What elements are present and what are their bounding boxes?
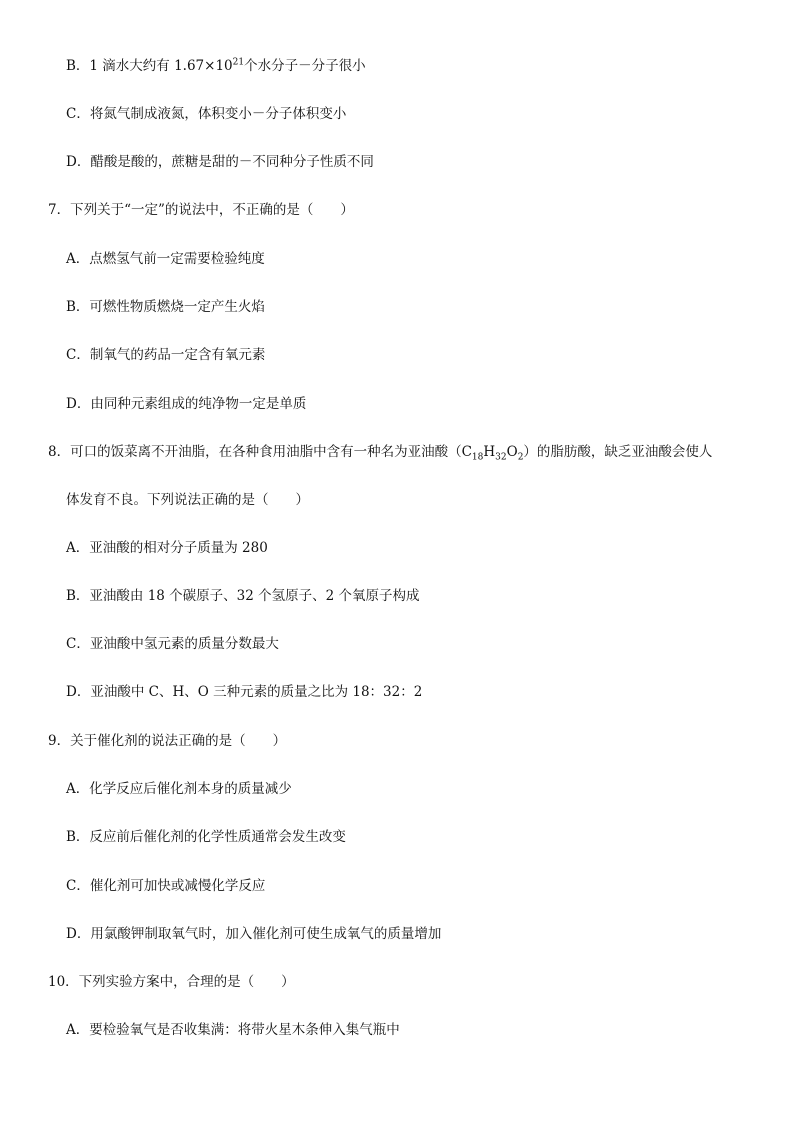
q7-stem: 7．下列关于“一定”的说法中，不正确的是（ ） (48, 202, 354, 218)
q8-option-c: C．亚油酸中氢元素的质量分数最大 (66, 636, 279, 652)
q8-formula-sub-h: 32 (495, 452, 507, 463)
q7-option-b: B．可燃性物质燃烧一定产生火焰 (66, 299, 265, 315)
q10-stem: 10．下列实验方案中，合理的是（ ） (48, 974, 295, 990)
q6-option-b-text: B．1 滴水大约有 1.67×10 (66, 58, 233, 74)
q9-option-d: D．用氯酸钾制取氧气时，加入催化剂可使生成氧气的质量增加 (66, 926, 442, 942)
q8-formula-sub-o: 2 (517, 452, 524, 463)
q8-stem-text-end: ）的脂肪酸，缺乏亚油酸会使人 (523, 444, 713, 460)
q8-formula-h: H (483, 444, 496, 460)
q6-option-b-exponent: 21 (232, 57, 245, 68)
q9-option-c: C．催化剂可加快或减慢化学反应 (66, 878, 266, 894)
q8-formula-o: O (506, 444, 518, 460)
q7-option-c: C．制氧气的药品一定含有氧元素 (66, 347, 266, 363)
q10-option-a: A．要检验氧气是否收集满：将带火星木条伸入集气瓶中 (66, 1022, 400, 1038)
q6-option-b (66, 57, 366, 75)
q9-stem: 9．关于催化剂的说法正确的是（ ） (48, 733, 287, 749)
q9-option-b: B．反应前后催化剂的化学性质通常会发生改变 (66, 829, 346, 845)
q6-option-d: D．醋酸是酸的，蔗糖是甜的－不同种分子性质不同 (66, 154, 374, 170)
q8-option-a: A．亚油酸的相对分子质量为 280 (66, 540, 268, 556)
q6-option-c: C．将氮气制成液氮，体积变小－分子体积变小 (66, 106, 347, 122)
q9-option-a: A．化学反应后催化剂本身的质量减少 (66, 781, 292, 797)
q8-formula-sub-c: 18 (471, 452, 484, 463)
q8-option-d: D．亚油酸中 C、H、O 三种元素的质量之比为 18：32：2 (66, 684, 423, 700)
q7-option-a: A．点燃氢气前一定需要检验纯度 (66, 251, 265, 267)
q7-option-d: D．由同种元素组成的纯净物一定是单质 (66, 396, 307, 412)
q8-option-b: B．亚油酸由 18 个碳原子、32 个氢原子、2 个氧原子构成 (66, 588, 420, 604)
q6-option-b-text-end: 个水分子－分子很小 (244, 58, 366, 74)
q8-stem (48, 443, 712, 461)
q8-stem-text: 8．可口的饭菜离不开油脂，在各种食用油脂中含有一种名为亚油酸（C (48, 444, 472, 460)
q8-stem-continuation: 体发育不良。下列说法正确的是（ ） (66, 492, 309, 508)
